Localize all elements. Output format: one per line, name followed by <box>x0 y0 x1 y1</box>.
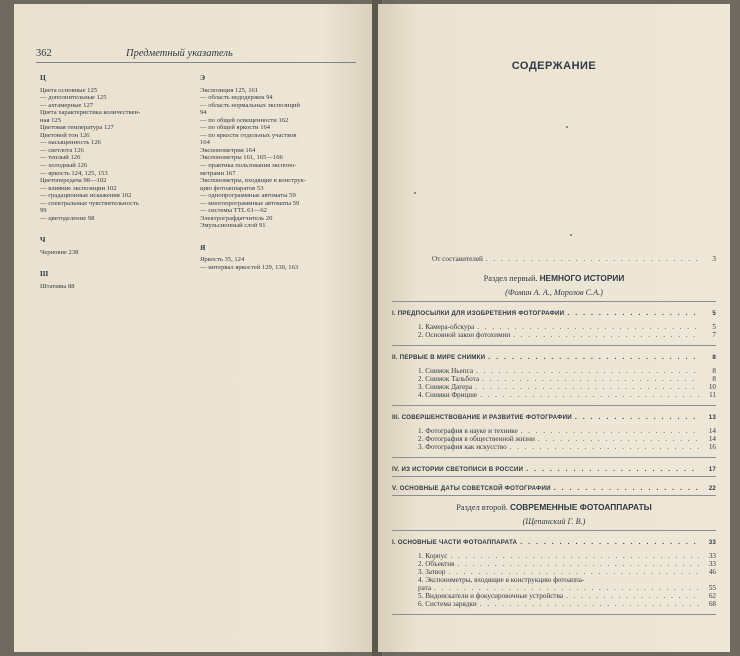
index-entry: Цветовая температура 127 <box>40 124 114 132</box>
paper-speck <box>566 126 568 128</box>
toc-item-row <box>392 435 716 443</box>
index-entry: — спектральные чувствительность <box>40 199 139 207</box>
section-gap <box>40 222 200 236</box>
toc-item-text: 2. Основной закон фотохимии <box>418 331 511 339</box>
chapter-row <box>392 485 716 492</box>
toc-item-row <box>392 560 716 568</box>
page-header <box>36 48 356 63</box>
toc-entry-text: От составителей <box>432 255 483 263</box>
toc-item-text: 2. Снимок Тальбота <box>418 375 480 383</box>
chapter-row <box>392 539 716 546</box>
toc-item-text: 3. Снимок Дагера <box>418 383 473 391</box>
toc-item-text: 5. Видоискатели и фокусировочные устройства <box>418 592 564 600</box>
index-column-2 <box>200 74 360 272</box>
index-entry: Яркость 35, 124 <box>200 256 245 264</box>
chapter-page: 33 <box>708 539 716 546</box>
part-name: СОВРЕМЕННЫЕ ФОТОАППАРАТЫ <box>510 502 652 512</box>
toc-item-page: 7 <box>712 331 716 339</box>
index-entry: — интервал яркостей 129, 130, 163 <box>200 264 299 272</box>
index-entry: — по общей освещенности 162 <box>200 116 289 124</box>
index-entry: — влияние экспозиции 102 <box>40 184 117 192</box>
toc-item-text: 2. Фотография в общественной жизни <box>418 435 535 443</box>
toc-item-text: 1. Фотография в науке и технике <box>418 427 518 435</box>
index-entry: — ахтамерные 127 <box>40 101 94 109</box>
chapter-page: 22 <box>708 485 716 492</box>
right-page <box>378 4 730 652</box>
toc-item-row <box>392 383 716 391</box>
index-entry: — светлота 126 <box>40 146 84 154</box>
index-entry: — теплый 126 <box>40 154 81 162</box>
part-heading: Раздел второй. СОВРЕМЕННЫЕ ФОТОАППАРАТЫ <box>456 502 652 512</box>
index-column-1 <box>40 74 200 291</box>
part-name: НЕМНОГО ИСТОРИИ <box>539 273 625 283</box>
toc-item-page: 8 <box>712 367 716 375</box>
index-entry: — область нормальных экспозиций <box>200 101 301 109</box>
index-entry: — холодный 126 <box>40 162 88 170</box>
index-entry: — яркость 124, 125, 153 <box>40 169 108 177</box>
toc-item-page: 46 <box>708 568 716 576</box>
index-entry: Экспонометрия 164 <box>200 146 256 154</box>
running-title: Предметный указатель <box>126 48 233 59</box>
index-entry: метрами 167 <box>200 169 236 177</box>
toc-item-text: 6. Система зарядки <box>418 600 477 608</box>
index-entry: Экспозиция 125, 161 <box>200 86 259 94</box>
index-letter: Э <box>200 73 206 82</box>
index-entry: Цветовой тон 126 <box>40 131 90 139</box>
toc-item-page: 14 <box>708 435 716 443</box>
toc-item-page: 16 <box>708 443 716 451</box>
chapter-row <box>392 466 716 473</box>
index-entry: — однопрограммные автоматы 59 <box>200 192 296 200</box>
toc-item-text: 4. Экспонометры, входящие в конструкцию фотоаппа- <box>418 576 585 584</box>
index-entry: — по общей яркости 164 <box>200 124 271 132</box>
toc-item-page: 68 <box>708 600 716 608</box>
part-heading: Раздел первый. НЕМНОГО ИСТОРИИ <box>483 273 625 283</box>
chapter-row <box>392 354 716 361</box>
index-entry: — дополнительные 125 <box>40 94 107 102</box>
toc-page: 3 <box>712 255 716 263</box>
divider <box>392 614 716 615</box>
index-entry: — область недодержек 94 <box>200 94 273 102</box>
chapter-page: 13 <box>708 414 716 421</box>
part-authors: (Щепанский Г. В.) <box>522 517 586 526</box>
chapter-title: III. СОВЕРШЕНСТВОВАНИЕ И РАЗВИТИЕ ФОТОГРАФИИ <box>392 414 572 421</box>
index-entry: цию фотоаппаратов 53 <box>200 184 264 192</box>
toc-item-page: 33 <box>708 552 716 560</box>
toc-item-page: 8 <box>712 375 716 383</box>
toc-item-row <box>392 592 716 600</box>
section-gap <box>40 256 200 270</box>
index-letter: Ш <box>40 269 49 279</box>
index-entry: Цветопередача 98—102 <box>40 177 107 185</box>
index-entry: Цвета характеристика количествен- <box>40 109 141 117</box>
chapter-title: I. ПРЕДПОСЫЛКИ ДЛЯ ИЗОБРЕТЕНИЯ ФОТОГРАФИИ <box>392 310 565 317</box>
toc-item-row <box>392 391 716 399</box>
toc-item-row <box>392 443 716 451</box>
toc-item-text: 4. Снимки Фрицше <box>418 391 478 399</box>
chapter-title: II. ПЕРВЫЕ В МИРЕ СНИМКИ <box>392 354 486 361</box>
chapter-title: IV. ИЗ ИСТОРИИ СВЕТОПИСИ В РОССИИ <box>392 466 524 473</box>
index-entry: Черновне 238 <box>40 248 79 256</box>
chapter-page: 5 <box>712 310 716 317</box>
toc-item-row <box>392 584 716 592</box>
index-entry: Электрографдатчитель 20 <box>200 214 273 222</box>
section-gap <box>200 230 360 244</box>
part1-chapters <box>392 302 716 496</box>
toc-row <box>432 255 716 263</box>
index-letter: Ч <box>40 235 46 245</box>
toc-item-text: 1. Снимок Ньепса <box>418 367 474 375</box>
index-entry: Штативы 88 <box>40 283 75 291</box>
toc-item-text: 3. Фотография как искусство <box>418 443 507 451</box>
toc-title: СОДЕРЖАНИЕ <box>511 60 597 72</box>
left-page <box>14 4 376 652</box>
chapter-page: 8 <box>712 354 716 361</box>
toc-item-text: 1. Корпус <box>418 552 448 560</box>
index-entry: — практика пользования экспоно- <box>200 162 297 170</box>
toc-item-text: рата <box>418 584 432 592</box>
toc-item-row <box>392 552 716 560</box>
toc-item-page: 62 <box>708 592 716 600</box>
index-entry: Экспонометры 161, 165—166 <box>200 154 283 162</box>
index-entry: — многопрограммные автоматы 59 <box>200 199 300 207</box>
toc-item-row <box>392 600 716 608</box>
index-entry: — системы TTL 61—62 <box>200 207 267 215</box>
index-entry: Эмульсионный слой 91 <box>200 222 266 230</box>
index-entry: ная 125 <box>40 116 62 124</box>
toc-item-row <box>392 367 716 375</box>
index-entry: 99 <box>40 207 47 215</box>
index-entry: Цвета основные 125 <box>40 86 98 94</box>
index-entry: — по яркости отдельных участков <box>200 131 297 139</box>
chapter-title: I. ОСНОВНЫЕ ЧАСТИ ФОТОАППАРАТА <box>392 539 518 546</box>
toc-item-page: 5 <box>712 323 716 331</box>
index-entry: 164 <box>200 139 210 147</box>
index-entry: — цветоделение 98 <box>40 214 95 222</box>
toc-item-page: 14 <box>708 427 716 435</box>
part-authors: (Фомин А. А., Морозов С.А.) <box>505 288 603 297</box>
toc-item-page: 11 <box>709 391 716 399</box>
chapter-row <box>392 414 716 421</box>
toc-item-page: 10 <box>708 383 716 391</box>
toc-item-text: 3. Затвор <box>418 568 446 576</box>
chapter-row <box>392 310 716 317</box>
index-entry: 94 <box>200 109 207 117</box>
index-entry: Экспонометры, входящие в конструк- <box>200 177 307 185</box>
index-entry: — градационные искажения 102 <box>40 192 132 200</box>
index-letter: Ц <box>40 73 46 82</box>
chapter-page: 17 <box>708 466 716 473</box>
paper-speck <box>570 234 572 236</box>
index-letter: Я <box>200 242 206 252</box>
paper-speck <box>414 192 416 194</box>
toc-item-page: 33 <box>708 560 716 568</box>
part2-chapters <box>392 531 716 615</box>
table-of-contents <box>392 255 716 615</box>
toc-item-row <box>392 331 716 339</box>
toc-item-text: 1. Камера-обскура <box>418 323 475 331</box>
toc-item-row <box>392 427 716 435</box>
chapter-title: V. ОСНОВНЫЕ ДАТЫ СОВЕТСКОЙ ФОТОГРАФИИ <box>392 485 551 492</box>
toc-item-row <box>392 375 716 383</box>
index-entry: — насыщенность 126 <box>40 139 101 147</box>
toc-item-row <box>392 323 716 331</box>
toc-item-row <box>392 568 716 576</box>
toc-item-text: 2. Объектив <box>418 560 455 568</box>
page-number: 362 <box>36 48 52 59</box>
toc-item-page: 55 <box>708 584 716 592</box>
toc-item-row <box>392 576 716 584</box>
